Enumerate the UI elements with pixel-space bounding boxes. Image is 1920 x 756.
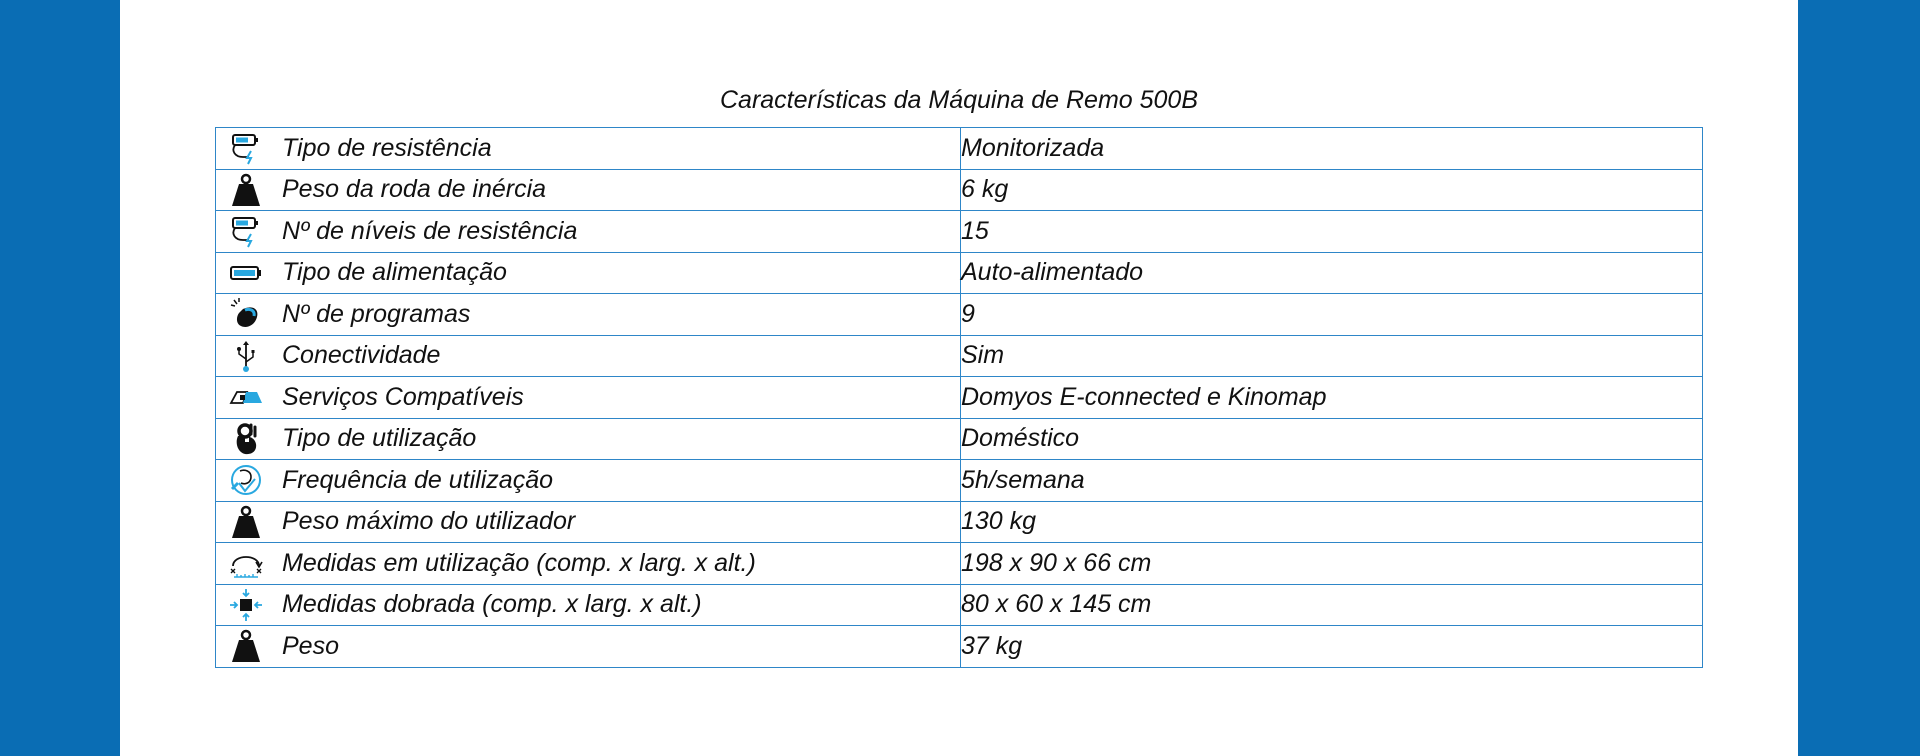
spec-label: Medidas dobrada (comp. x larg. x alt.) (282, 590, 702, 619)
page-title: Características da Máquina de Remo 500B (719, 86, 1199, 114)
spec-label: Tipo de utilização (282, 424, 477, 453)
dimensions-icon (226, 546, 266, 580)
spec-label: Peso máximo do utilizador (282, 507, 576, 536)
spec-value: 6 kg (961, 169, 1703, 211)
table-row (216, 169, 1703, 211)
spec-value: Monitorizada (961, 128, 1703, 170)
table-row (216, 543, 1703, 585)
folded-icon (226, 588, 266, 622)
table-row (216, 294, 1703, 336)
spec-value: Auto-alimentado (961, 252, 1703, 294)
spec-value: Sim (961, 335, 1703, 377)
table-row (216, 501, 1703, 543)
spec-label: Peso (282, 631, 339, 660)
spec-value: Doméstico (961, 418, 1703, 460)
ok-hand-icon (226, 422, 266, 456)
spec-value: 15 (961, 211, 1703, 253)
spec-label: Peso da roda de inércia (282, 175, 547, 204)
table-row (216, 626, 1703, 668)
spec-value: Domyos E-connected e Kinomap (961, 377, 1703, 419)
spec-label: Serviços Compatíveis (282, 382, 524, 411)
spec-label: Nº de programas (282, 299, 471, 328)
spec-table (215, 127, 1703, 668)
table-row (216, 211, 1703, 253)
table-row (216, 460, 1703, 502)
table-row (216, 377, 1703, 419)
spec-label: Medidas em utilização (comp. x larg. x alt.) (282, 548, 756, 577)
services-icon (226, 380, 266, 414)
table-row (216, 418, 1703, 460)
spec-label: Frequência de utilização (282, 465, 553, 494)
spec-label: Tipo de resistência (282, 133, 492, 162)
spec-label: Nº de níveis de resistência (282, 216, 578, 245)
spec-value: 5h/semana (961, 460, 1703, 502)
resistance-plug-icon (226, 214, 266, 248)
weight-icon (226, 505, 266, 539)
table-row (216, 128, 1703, 170)
spec-label: Conectividade (282, 341, 441, 370)
table-row (216, 584, 1703, 626)
battery-icon (226, 256, 266, 290)
usb-icon (226, 339, 266, 373)
spec-value: 130 kg (961, 501, 1703, 543)
spec-sheet (120, 0, 1798, 756)
spec-value: 198 x 90 x 66 cm (961, 543, 1703, 585)
table-row (216, 252, 1703, 294)
weight-icon (226, 629, 266, 663)
frequency-icon (226, 463, 266, 497)
programs-hand-icon (226, 297, 266, 331)
spec-value: 37 kg (961, 626, 1703, 668)
spec-value: 9 (961, 294, 1703, 336)
weight-icon (226, 173, 266, 207)
table-row (216, 335, 1703, 377)
resistance-plug-icon (226, 131, 266, 165)
spec-value: 80 x 60 x 145 cm (961, 584, 1703, 626)
spec-label: Tipo de alimentação (282, 258, 507, 287)
